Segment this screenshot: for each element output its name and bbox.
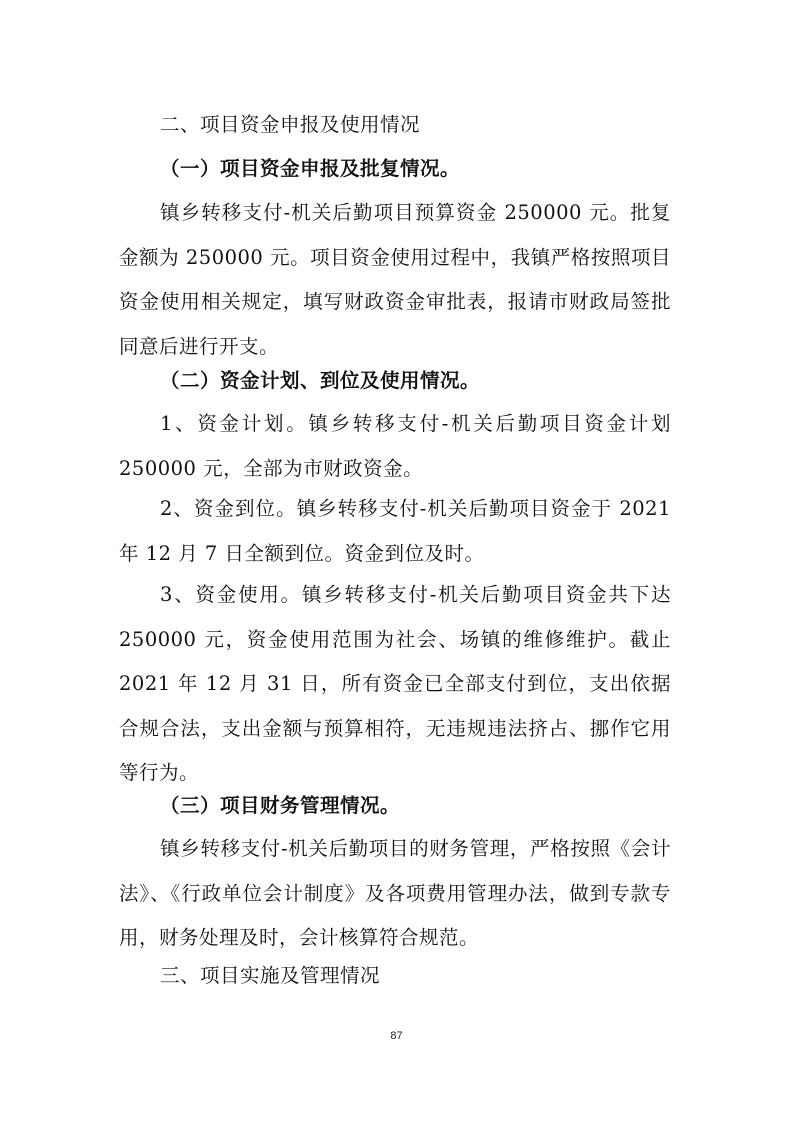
section-2-heading: 二、项目资金申报及使用情况 (160, 113, 421, 136)
subsection-1-heading: （一）项目资金申报及批复情况。 (160, 157, 461, 180)
page-number: 87 (390, 1030, 403, 1042)
financial-management-paragraph: 镇乡转移支付-机关后勤项目的财务管理，严格按照《会计法》、《行政单位会计制度》及各项费用管理办法，做到专款专用，财务处理及时，会计核算符合规范。 (119, 837, 671, 949)
fund-usage-paragraph: 3、资金使用。镇乡转移支付-机关后勤项目资金共下达 250000 元，资金使用范围为社会、场镇的维修维护。截止 2021 年 12 月 31 日，所有资金已全部支付到位，支出依据合规合法，支出金额与预算相符，无违规违法挤占、挪作它用等行为。 (119, 583, 671, 784)
fund-plan-paragraph: 1、资金计划。镇乡转移支付-机关后勤项目资金计划 250000 元，全部为市财政资金。 (119, 412, 671, 480)
fund-arrival-paragraph: 2、资金到位。镇乡转移支付-机关后勤项目资金于 2021 年 12 月 7 日全额到位。资金到位及时。 (119, 497, 671, 565)
subsection-1-paragraph: 镇乡转移支付-机关后勤项目预算资金 250000 元。批复金额为 250000 元。项目资金使用过程中，我镇严格按照项目资金使用相关规定，填写财政资金审批表，报请市财政局签批同意后进行开支。 (119, 201, 671, 358)
subsection-2-heading: （二）资金计划、到位及使用情况。 (160, 369, 481, 392)
subsection-3-heading: （三）项目财务管理情况。 (160, 794, 401, 817)
section-3-heading: 三、项目实施及管理情况 (160, 964, 381, 987)
